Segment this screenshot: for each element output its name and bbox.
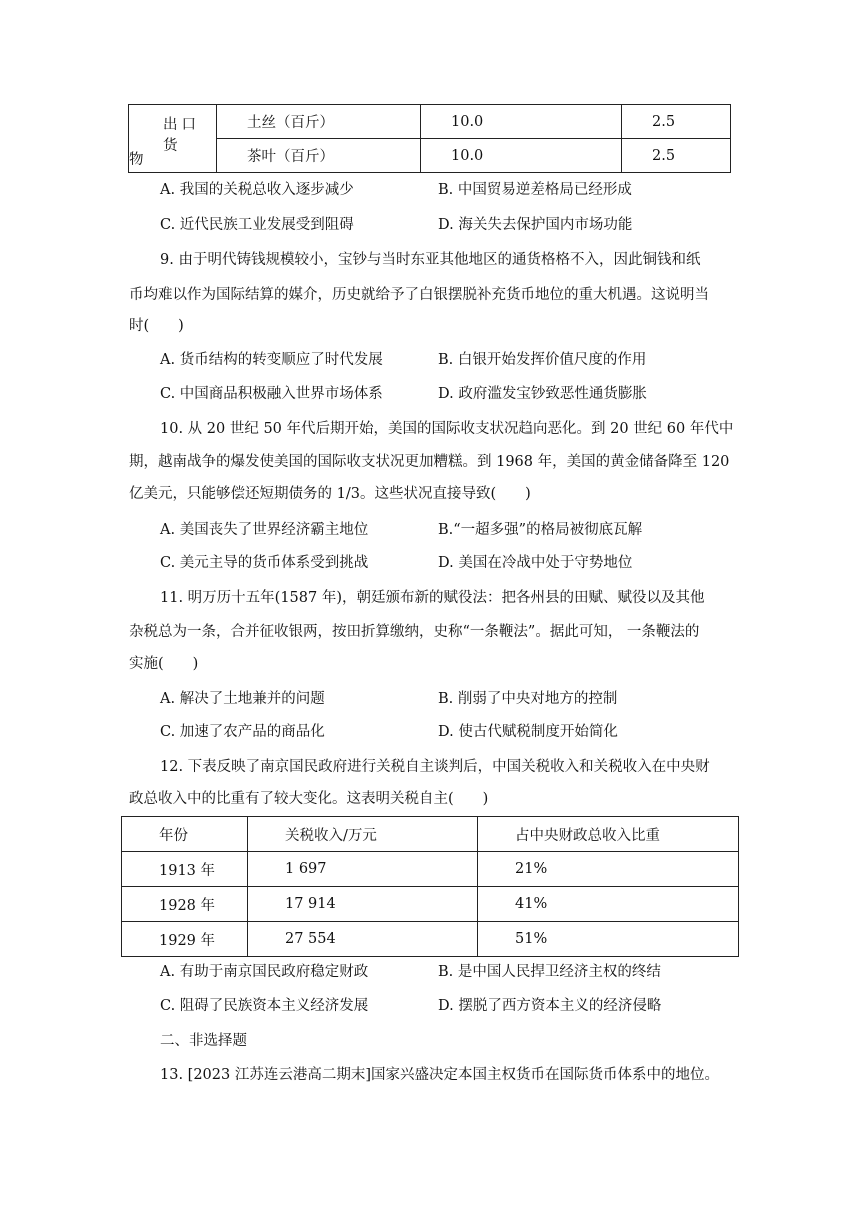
table-cell: 10.0 (421, 105, 622, 139)
q10-stem-line2: 期，越南战争的爆发使美国的国际收支状况更加糟糕。到 1968 年，美国的黄金储备降至 120 (129, 454, 730, 470)
q8-option-d: D. 海关失去保护国内市场功能 (438, 217, 633, 233)
q8-option-c: C. 近代民族工业发展受到阻碍 (160, 217, 354, 233)
q10-stem-line3: 亿美元，只能够偿还短期债务的 1/3。这些状况直接导致( ) (129, 486, 531, 502)
q9-stem-line3: 时( ) (129, 318, 184, 334)
q11-option-c: C. 加速了农产品的商品化 (160, 724, 325, 740)
q12-option-c: C. 阻碍了民族资本主义经济发展 (160, 998, 369, 1014)
q9-option-c: C. 中国商品积极融入世界市场体系 (160, 386, 383, 402)
column-header-year: 年份 (122, 817, 248, 852)
q9-stem-line1: 9. 由于明代铸钱规模较小，宝钞与当时东亚其他地区的通货格格不入，因此铜钱和纸 (160, 252, 701, 268)
q11-option-b: B. 削弱了中央对地方的控制 (438, 691, 618, 707)
q9-stem-line2: 币均难以作为国际结算的媒介，历史就给予了白银摆脱补充货币地位的重大机遇。这说明当 (129, 287, 709, 303)
table-cell: 17 914 (248, 887, 478, 922)
table-row (129, 105, 731, 139)
table-cell: 21% (478, 852, 739, 887)
export-goods-header-cell (129, 105, 217, 173)
table-cell: 1 697 (248, 852, 478, 887)
q9-option-b: B. 白银开始发挥价值尺度的作用 (438, 352, 647, 368)
header-text-bottom: 物 (129, 152, 144, 168)
table-cell: 1929 年 (122, 922, 248, 957)
q11-stem-line3: 实施( ) (129, 656, 199, 672)
table-row (129, 139, 731, 173)
table-cell: 10.0 (421, 139, 622, 173)
table-row (122, 852, 739, 887)
q13-stem-line1: 13. [2023 江苏连云港高二期末]国家兴盛决定本国主权货币在国际货币体系中的地位。 (160, 1067, 719, 1083)
q12-stem-line2: 政总收入中的比重有了较大变化。这表明关税自主( ) (129, 791, 489, 807)
table-cell: 27 554 (248, 922, 478, 957)
table-cell: 41% (478, 887, 739, 922)
q11-stem-line2: 杂税总为一条，合并征收银两，按田折算缴纳，史称“一条鞭法”。据此可知， 一条鞭法的 (129, 624, 700, 640)
q10-option-b: B.“一超多强”的格局被彻底瓦解 (438, 522, 643, 538)
q10-option-d: D. 美国在冷战中处于守势地位 (438, 555, 633, 571)
tariff-revenue-table (121, 816, 739, 957)
q8-option-a: A. 我国的关税总收入逐步减少 (160, 182, 354, 198)
q9-option-d: D. 政府滥发宝钞致恶性通货膨胀 (438, 386, 647, 402)
table-cell: 土丝（百斤） (217, 105, 421, 139)
table-row (122, 887, 739, 922)
table-cell: 1928 年 (122, 887, 248, 922)
table-header-row (122, 817, 739, 852)
q11-option-a: A. 解决了土地兼并的问题 (160, 691, 325, 707)
header-text-top: 出口货 (163, 117, 200, 154)
export-goods-table (128, 104, 731, 173)
table-cell: 51% (478, 922, 739, 957)
q11-option-d: D. 使古代赋税制度开始简化 (438, 724, 618, 740)
q11-stem-line1: 11. 明万历十五年(1587 年)，朝廷颁布新的赋役法：把各州县的田赋、赋役以及其他 (160, 590, 705, 606)
table-cell: 2.5 (622, 139, 731, 173)
column-header-share: 占中央财政总收入比重 (478, 817, 739, 852)
q12-option-d: D. 摆脱了西方资本主义的经济侵略 (438, 998, 662, 1014)
table-cell: 2.5 (622, 105, 731, 139)
table-cell: 1913 年 (122, 852, 248, 887)
q9-option-a: A. 货币结构的转变顺应了时代发展 (160, 352, 383, 368)
column-header-tariff: 关税收入/万元 (248, 817, 478, 852)
q12-option-b: B. 是中国人民捍卫经济主权的终结 (438, 964, 661, 980)
table-cell: 茶叶（百斤） (217, 139, 421, 173)
q10-stem-line1: 10. 从 20 世纪 50 年代后期开始，美国的国际收支状况趋向恶化。到 20 世纪 60 年代中 (160, 421, 734, 437)
q8-option-b: B. 中国贸易逆差格局已经形成 (438, 182, 632, 198)
q12-option-a: A. 有助于南京国民政府稳定财政 (160, 964, 369, 980)
q10-option-a: A. 美国丧失了世界经济霸主地位 (160, 522, 369, 538)
section-heading-non-choice: 二、非选择题 (160, 1033, 247, 1049)
q10-option-c: C. 美元主导的货币体系受到挑战 (160, 555, 369, 571)
q12-stem-line1: 12. 下表反映了南京国民政府进行关税自主谈判后，中国关税收入和关税收入在中央财 (160, 759, 710, 775)
table-row (122, 922, 739, 957)
